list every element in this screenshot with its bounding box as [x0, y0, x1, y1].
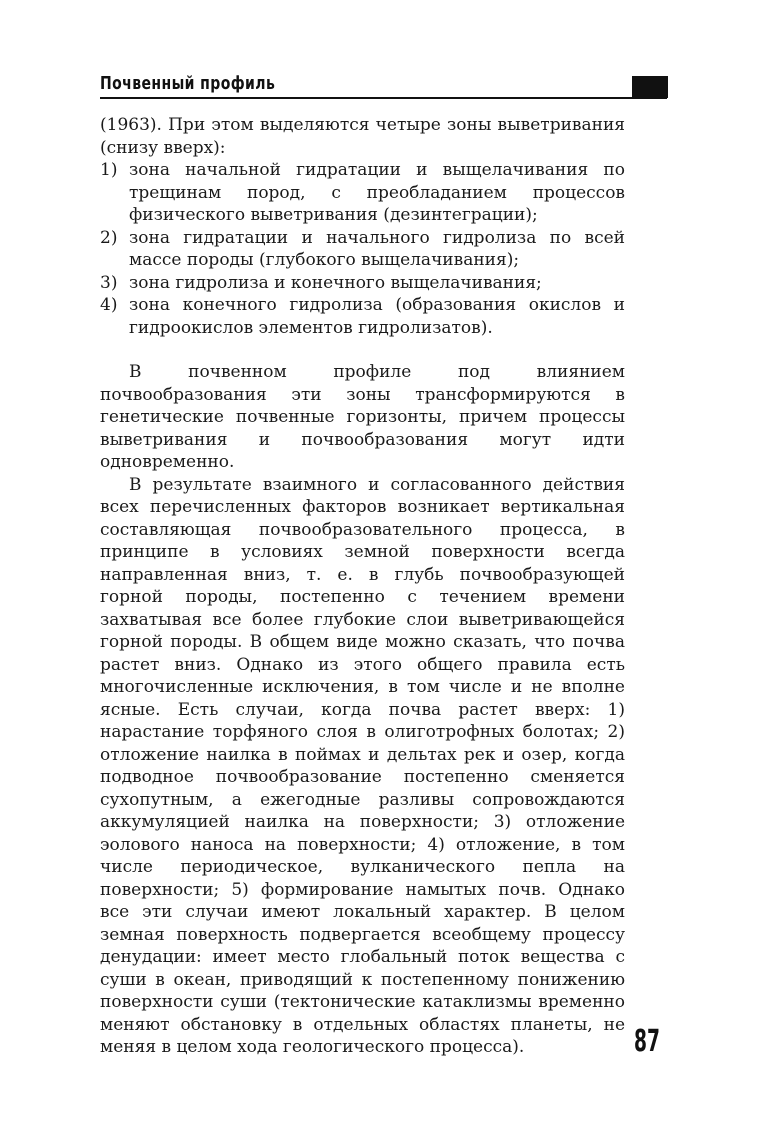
list-item-number: 3)	[100, 272, 118, 293]
header-black-block	[632, 76, 668, 98]
paragraph: В результате взаимного и согласованного действия всех перечисленных факторов возникает вертикальная составляющая почвообразовательного процесса, в принципе в условиях земной поверхности всегда направленная вниз, т. е. в глубь почвообразующей горной породы, постепенно с течением времени захватывая все более глубокие слои выветривающейся горной породы. В общем виде можно сказать, что почва растет вниз. Однако из этого общего правила есть многочисленные исключения, в том числе и не вполне ясные. Есть случаи, когда почва растет вверх: 1) нарастание торфяного слоя в олиготрофных болотах; 2) отложение наилка в поймах и дельтах рек и озер, когда подводное почвообразование постепенно сменяется сухопутным, а ежегодные разливы сопровождаются аккумуляцией наилка на поверхности; 3) отложение эолового наноса на поверхности; 4) отложение, в том числе периодическое, вулканического пепла на поверхности; 5) формирование намытых почв. Однако все эти случаи имеют локальный характер. В целом земная поверхность подвергается всеобщему процессу денудации: имеет место глобальный поток вещества с суши в океан, приводящий к постепенному понижению поверхности суши (тектонические катаклизмы временно меняют обстановку в отдельных областях планеты, не меняя в целом хода геологического процесса).	[100, 474, 625, 1057]
list-item	[100, 159, 625, 227]
list-item-number: 4)	[100, 295, 118, 315]
list-item-text: зона гидратации и начального гидролиза по всей массе породы (глубокого выщелачивания);	[129, 227, 625, 270]
list-item-text: зона гидролиза и конечного выщелачивания;	[129, 272, 542, 293]
list-item-text: зона начальной гидратации и выщелачивания по трещинам пород, с преобладанием процессов физического выветривания (дезинтеграции);	[129, 160, 625, 225]
paragraph: В почвенном профиле под влиянием почвообразования эти зоны трансформируются в генетические почвенные горизонты, причем процессы выветривания и почвообразования могут идти одновременно.	[100, 362, 625, 472]
list-item-number: 1)	[100, 160, 118, 180]
intro-paragraph: (1963). При этом выделяются четыре зоны выветривания (снизу вверх):	[100, 115, 625, 158]
header-rule	[100, 97, 667, 99]
list-item-text: зона конечного гидролиза (образования окислов и гидроокислов элементов гидролизатов).	[129, 295, 625, 338]
running-title: Почвенный профиль	[100, 73, 276, 94]
page-number: 87	[634, 1024, 660, 1059]
list-item-number: 2)	[100, 227, 118, 248]
list-item	[100, 227, 625, 272]
paragraph-gap	[100, 339, 625, 361]
list-item	[100, 294, 625, 339]
body-text	[100, 114, 625, 1059]
list-item	[100, 272, 625, 295]
zones-list	[100, 159, 625, 339]
